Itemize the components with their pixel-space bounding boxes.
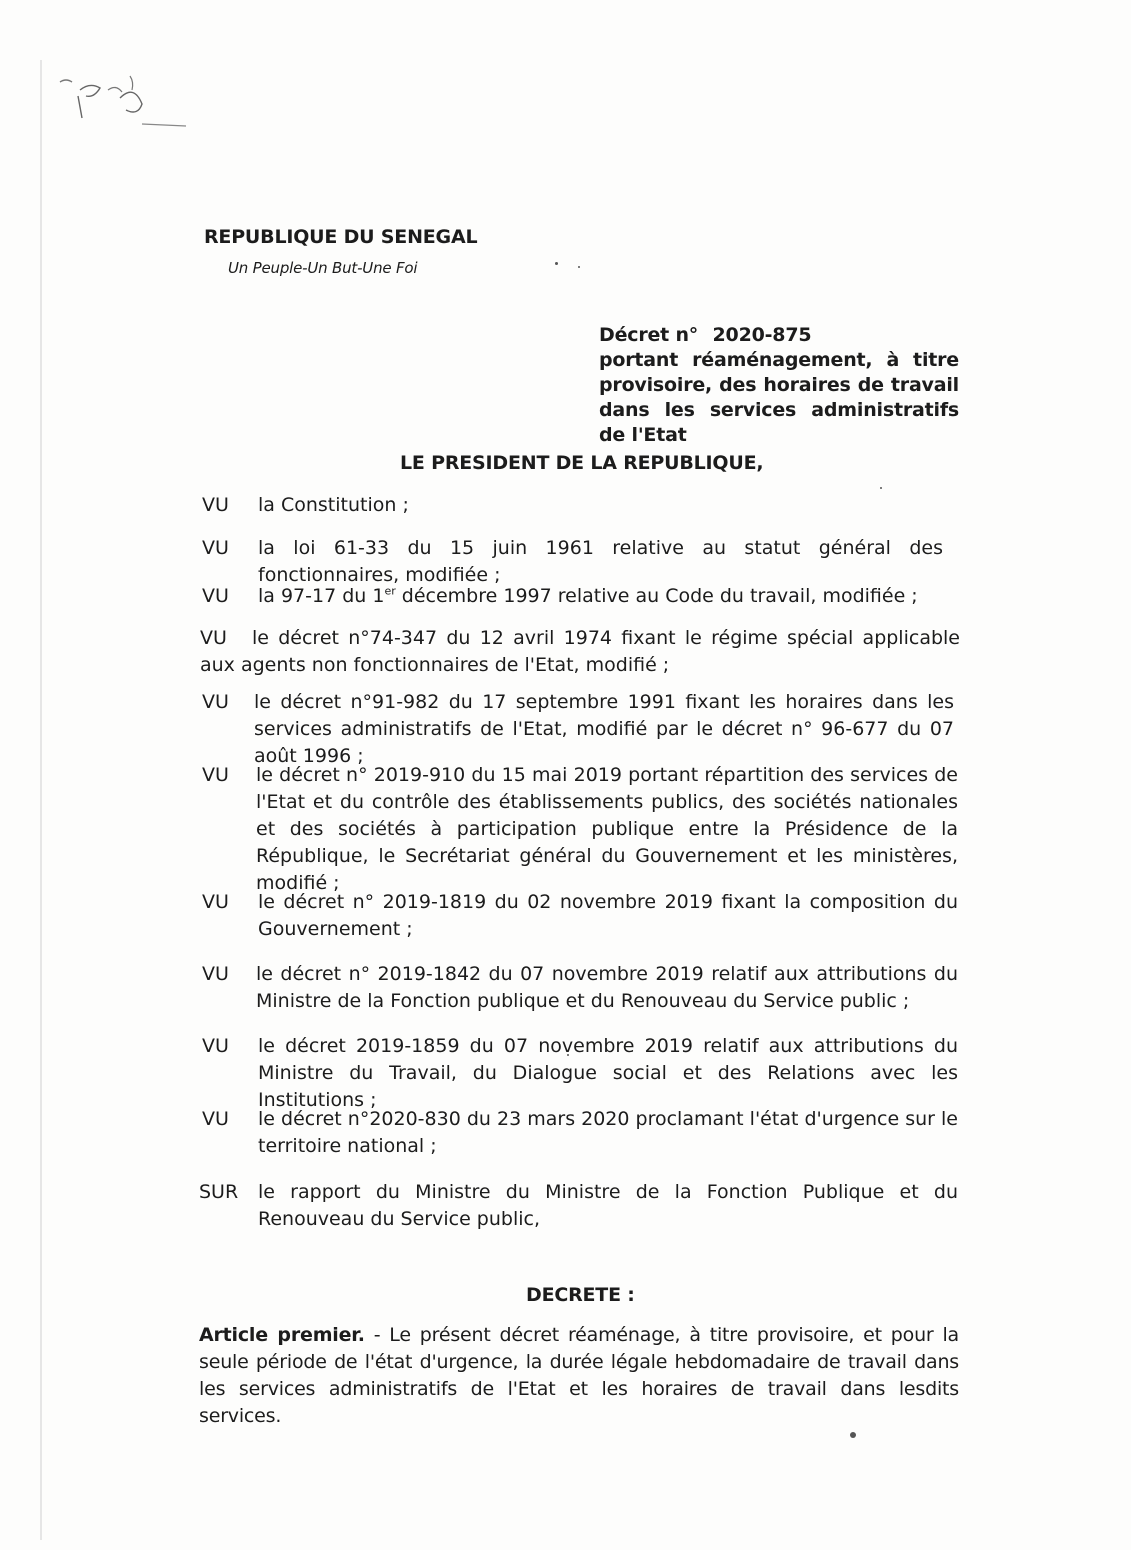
visa-text-part: décembre 1997 relative au Code du travail, modifiée ;	[395, 585, 918, 607]
visa-label: SUR	[199, 1181, 239, 1203]
visa-text: le décret n°91-982 du 17 septembre 1991 fixant les horaires dans les services administratifs de l'Etat, modifié par le décret n° 96-677 du 07 août 1996 ;	[254, 691, 954, 767]
article-text: - Le présent décret réaménage, à titre provisoire, et pour la seule période de l'état d'urgence, la durée légale hebdomadaire de travail dans les services administratifs de l'Etat et les horaires de travail dans lesdits services.	[199, 1324, 960, 1427]
handwritten-mark	[50, 62, 200, 142]
scan-speck	[555, 262, 558, 265]
country-header: REPUBLIQUE DU SENEGAL	[204, 226, 478, 248]
decree-title-block	[599, 323, 959, 448]
article-premier	[199, 1322, 959, 1430]
visa-text: la loi 61-33 du 15 juin 1961 relative au statut général des fonctionnaires, modifiée ;	[258, 537, 943, 586]
visa-text: le décret n° 2019-1819 du 02 novembre 2019 fixant la composition du Gouvernement ;	[258, 891, 958, 940]
president-heading: LE PRESIDENT DE LA REPUBLIQUE,	[400, 452, 764, 474]
scan-edge	[40, 60, 42, 1540]
visa-label: VU	[202, 891, 229, 913]
visa-text: le rapport du Ministre du Ministre de la Fonction Publique et du Renouveau du Service public,	[258, 1181, 958, 1230]
decree-number-line	[599, 323, 959, 348]
article-label: Article premier.	[199, 1324, 365, 1346]
visa-text	[258, 583, 958, 610]
visa-text: le décret n° 2019-910 du 15 mai 2019 portant répartition des services de l'Etat et du contrôle des établissements publics, des sociétés nationales et des sociétés à participation publique entre la Présidence de la République, le Secrétariat général du Gouvernement et les ministères, modifié ;	[256, 764, 958, 894]
visa-label: VU	[202, 764, 229, 786]
decrete-heading: DECRETE :	[526, 1284, 635, 1306]
visa-label: VU	[202, 585, 229, 607]
visa-label: VU	[202, 1035, 229, 1057]
visa-label: VU	[202, 537, 229, 559]
visa-text: le décret 2019-1859 du 07 novembre 2019 relatif aux attributions du Ministre du Travail, du Dialogue social et des Relations avec les Institutions ;	[258, 1035, 958, 1111]
national-motto: Un Peuple-Un But-Une Foi	[228, 259, 418, 277]
visa-text: le décret n° 2019-1842 du 07 novembre 2019 relatif aux attributions du Ministre de la Fonction publique et du Renouveau du Service public ;	[256, 963, 958, 1012]
superscript-ordinal: er	[384, 584, 396, 598]
visa-label: VU	[200, 627, 227, 649]
visa-text: la Constitution ;	[258, 494, 409, 516]
visa-text-part: la 97-17 du 1	[258, 585, 385, 607]
decree-number: 2020-875	[712, 324, 812, 346]
visa-label: VU	[202, 494, 229, 516]
visa-text: le décret n°74-347 du 12 avril 1974 fixant le régime spécial applicable aux agents non fonctionnaires de l'Etat, modifié ;	[200, 627, 960, 676]
visa-label: VU	[202, 1108, 229, 1130]
decree-number-label: Décret n°	[599, 324, 699, 346]
scan-speck	[880, 487, 882, 489]
visa-label: VU	[202, 691, 229, 713]
decree-subject: portant réaménagement, à titre provisoire, des horaires de travail dans les services administratifs de l'Etat	[599, 349, 959, 446]
visa-text: le décret n°2020-830 du 23 mars 2020 proclamant l'état d'urgence sur le territoire national ;	[258, 1108, 958, 1157]
scan-speck	[850, 1432, 856, 1438]
scan-speck	[578, 266, 580, 268]
visa-label: VU	[202, 963, 229, 985]
